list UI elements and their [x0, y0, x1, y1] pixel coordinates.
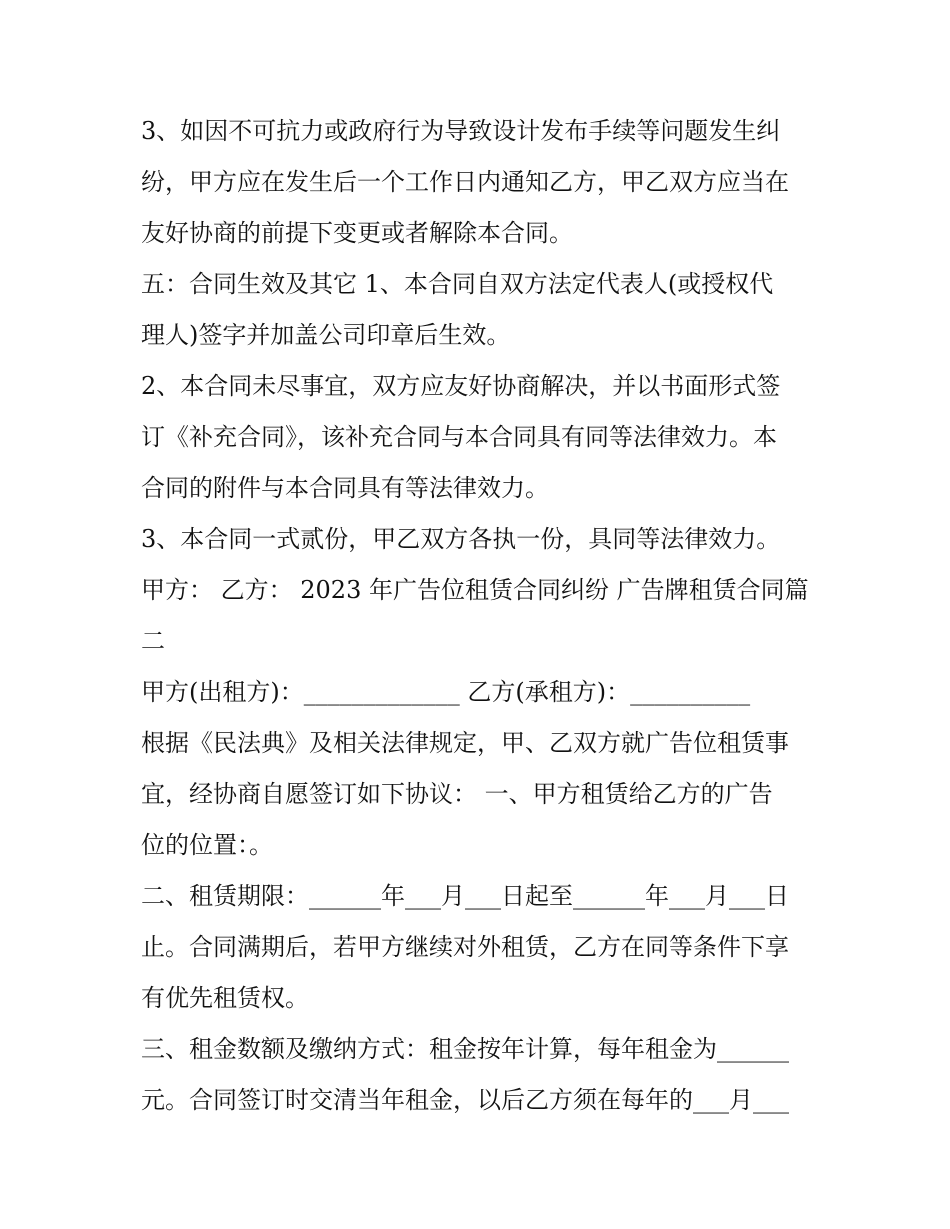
- text-line: 止。合同满期后，若甲方继续对外租赁，乙方在同等条件下享: [141, 933, 789, 961]
- rent-line: 三、租金数额及缴纳方式：租金按年计算，每年租金为______: [141, 1035, 789, 1063]
- text-line: 宜，经协商自愿签订如下协议： 一、甲方租赁给乙方的广告: [141, 780, 773, 808]
- text-line: 2、本合同未尽事宜，双方应友好协商解决，并以书面形式签: [141, 372, 781, 400]
- text-line: 合同的附件与本合同具有等法律效力。: [141, 474, 549, 502]
- lease-term-line: 二、租赁期限：______年___月___日起至______年___月___日: [141, 882, 789, 910]
- parties-line: 甲方(出租方)：_____________ 乙方(承租方)：__________: [141, 678, 751, 706]
- text-line: 3、本合同一式贰份，甲乙双方各执一份，具同等法律效力。: [141, 525, 781, 553]
- text-line: 订《补充合同》，该补充合同与本合同具有同等法律效力。本: [141, 423, 777, 451]
- text-line: 二: [141, 627, 165, 655]
- text-line: 理人)签字并加盖公司印章后生效。: [141, 321, 511, 349]
- text-line: 元。合同签订时交清当年租金，以后乙方须在每年的___月___: [141, 1086, 789, 1114]
- text-line: 根据《民法典》及相关法律规定，甲、乙双方就广告位租赁事: [141, 729, 789, 757]
- section-heading-line: 五：合同生效及其它 1、本合同自双方法定代表人(或授权代: [141, 270, 774, 298]
- text-line: 位的位置：。: [141, 831, 273, 859]
- text-line: 友好协商的前提下变更或者解除本合同。: [141, 219, 573, 247]
- text-line: 纷，甲方应在发生后一个工作日内通知乙方，甲乙双方应当在: [141, 168, 789, 196]
- text-line: 3、如因不可抗力或政府行为导致设计发布手续等问题发生纠: [141, 117, 781, 145]
- document-body: [141, 106, 816, 1126]
- signature-title-line: 甲方： 乙方： 2023 年广告位租赁合同纠纷 广告牌租赁合同篇: [141, 576, 809, 604]
- text-line: 有优先租赁权。: [141, 984, 309, 1012]
